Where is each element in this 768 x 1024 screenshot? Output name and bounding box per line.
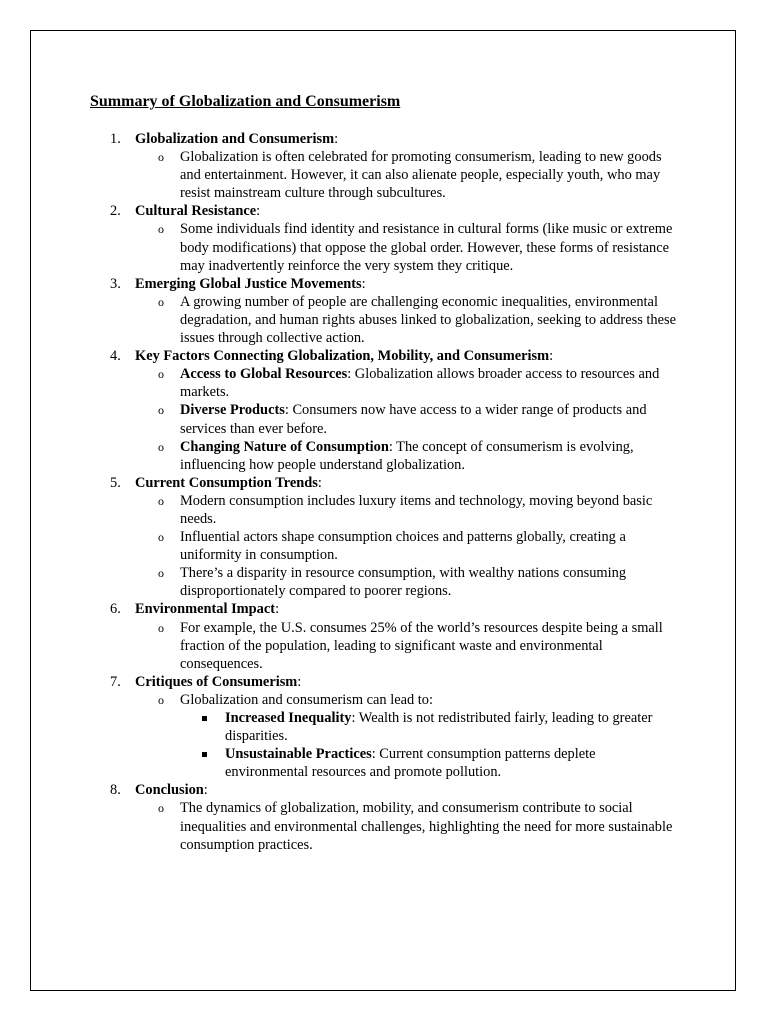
section-item [90,781,682,853]
circle-bullet-icon: o [158,150,164,165]
section-heading: Environmental Impact [135,601,276,618]
bullet-list [135,691,682,781]
list-item-text: The dynamics of globalization, mobility, and consumerism contribute to social inequalities and environmental challenges, highlighting the need for more sustainable consumption practices. [180,800,673,853]
bullet-list [135,619,682,673]
list-item [135,691,682,781]
circle-bullet-icon: o [158,367,164,382]
heading-colon: : [297,673,302,690]
section-item [90,347,682,474]
section-item [90,474,682,601]
heading-colon: : [361,275,366,292]
sub-list-item-text: : Current consumption patterns deplete environmental resources and promote pollution. [225,746,596,781]
section-heading: Key Factors Connecting Globalization, Mobility, and Consumerism [135,348,550,365]
section-heading: Critiques of Consumerism [135,673,298,690]
section-heading: Conclusion [135,782,204,799]
heading-colon: : [275,601,280,618]
bullet-list [135,293,682,347]
section-item [90,275,682,347]
section-number: 1. [110,131,121,147]
section-number: 8. [110,782,121,799]
circle-bullet-icon: o [158,439,164,454]
heading-colon: : [334,131,339,147]
list-item-text: There’s a disparity in resource consumption, with wealthy nations consuming disproportionately compared to poorer regions. [180,565,627,600]
list-item [135,619,682,673]
list-item [135,293,682,347]
square-bullet-icon [202,752,207,757]
list-item-text: Globalization and consumerism can lead to: [180,691,433,708]
list-item-text: Some individuals find identity and resistance in cultural forms (like music or extreme body modifications) that oppose the global order. However, these forms of resistance may inadvertently reinforce the very system they critique. [180,221,673,274]
square-bullet-icon [202,716,207,721]
bullet-list [135,799,682,853]
section-number: 6. [110,601,121,618]
section-heading: Globalization and Consumerism [135,131,335,147]
section-number: 3. [110,275,121,292]
circle-bullet-icon: o [158,692,164,707]
section-item [90,673,682,782]
list-item-bold-label: Access to Global Resources [180,366,348,383]
bullet-list [135,148,682,202]
document-body [90,92,682,854]
list-item-text: For example, the U.S. consumes 25% of the world’s resources despite being a small fraction of the population, leading to significant waste and environmental consequences. [180,619,663,672]
list-item-text: Influential actors shape consumption choices and patterns globally, creating a uniformity in consumption. [180,529,626,564]
section-heading: Emerging Global Justice Movements [135,275,362,292]
list-item-bold-label: Diverse Products [180,402,285,419]
list-item-text: : Consumers now have access to a wider range of products and services than ever before. [180,402,647,437]
list-item-text: : The concept of consumerism is evolving, influencing how people understand globalization. [180,438,634,473]
list-item-bold-label: Changing Nature of Consumption [180,438,389,455]
list-item [135,492,682,528]
sub-bullet-list [180,709,682,781]
bullet-list [135,365,682,474]
section-number: 2. [110,203,121,220]
section-number: 5. [110,474,121,491]
list-item-text: Modern consumption includes luxury items and technology, moving beyond basic needs. [180,492,653,527]
list-item-text: : Globalization allows broader access to resources and markets. [180,366,660,401]
section-list [90,130,682,854]
section-number: 7. [110,673,121,690]
sub-list-item-bold-label: Unsustainable Practices [225,746,372,763]
circle-bullet-icon: o [158,493,164,508]
list-item [135,438,682,474]
section-item [90,600,682,672]
page-title: Summary of Globalization and Consumerism [90,93,401,110]
list-item [135,528,682,564]
circle-bullet-icon: o [158,620,164,635]
list-item [135,148,682,202]
circle-bullet-icon: o [158,801,164,816]
circle-bullet-icon: o [158,403,164,418]
list-item-text: Globalization is often celebrated for promoting consumerism, leading to new goods and entertainment. However, it can also alienate people, especially youth, who may resist mainstream culture through subcultures. [180,149,662,202]
list-item [135,799,682,853]
list-item-text: A growing number of people are challenging economic inequalities, environmental degradation, and human rights abuses linked to globalization, seeking to address these issues through collective action. [180,293,676,347]
section-number: 4. [110,348,121,365]
list-item [135,220,682,274]
sub-list-item [180,709,682,745]
sub-list-item-bold-label: Increased Inequality [225,710,352,726]
circle-bullet-icon: o [158,294,164,309]
circle-bullet-icon: o [158,530,164,545]
section-item [90,202,682,274]
list-item [135,401,682,437]
circle-bullet-icon: o [158,566,164,581]
section-heading: Current Consumption Trends [135,474,318,491]
list-item [135,365,682,401]
sub-list-item [180,745,682,781]
section-item [90,130,682,202]
heading-colon: : [317,474,322,491]
heading-colon: : [256,203,261,220]
section-heading: Cultural Resistance [135,203,257,220]
sub-list-item-text: : Wealth is not redistributed fairly, leading to greater disparities. [225,710,653,745]
heading-colon: : [549,348,554,365]
bullet-list [135,220,682,274]
circle-bullet-icon: o [158,222,164,237]
bullet-list [135,492,682,601]
list-item [135,564,682,600]
heading-colon: : [203,782,208,799]
